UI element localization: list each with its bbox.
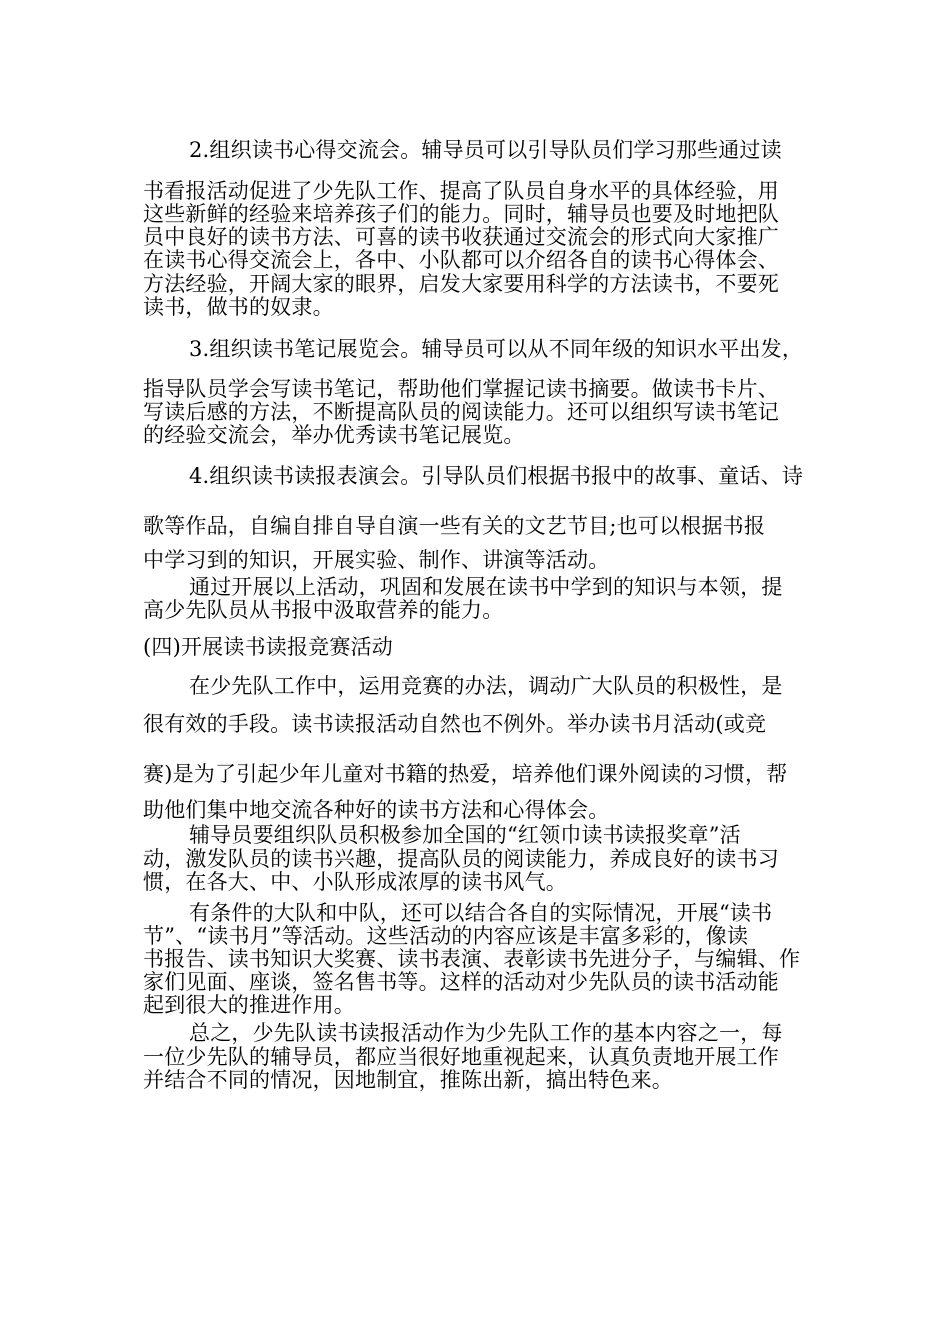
text-line: 歌等作品，自编自排自导自演一些有关的文艺节目;也可以根据书报 (143, 514, 766, 538)
text-line: 动，激发队员的读书兴趣，提高队员的阅读能力，养成良好的读书习 (143, 847, 779, 871)
text-line: 节”、“读书月”等活动。这些活动的内容应该是丰富多彩的，像读 (143, 924, 749, 948)
text-line: 赛)是为了引起少年儿童对书籍的热爱，培养他们课外阅读的习惯，帮 (143, 762, 788, 786)
text-line: 书看报活动促进了少先队工作、提高了队员自身水平的具体经验，用 (143, 179, 779, 203)
text-line: 写读后感的方法，不断提高队员的阅读能力。还可以组织写读书笔记 (143, 400, 779, 424)
text-line: 书报告、读书知识大奖赛、读书表演、表彰读书先进分子，与编辑、作 (143, 947, 801, 971)
text-line: 惯，在各大、中、小队形成浓厚的读书风气。 (143, 870, 567, 894)
text-line: 3.组织读书笔记展览会。辅导员可以从不同年级的知识水平出发， (189, 337, 804, 361)
text-line: 2.组织读书心得交流会。辅导员可以引导队员们学习那些通过读 (189, 138, 782, 162)
text-line: 有条件的大队和中队，还可以结合各自的实际情况，开展“读书 (189, 901, 773, 925)
text-line: 中学习到的知识，开展实验、制作、讲演等活动。 (143, 548, 610, 572)
text-line: 总之，少先队读书读报活动作为少先队工作的基本内容之一，每 (189, 1021, 783, 1045)
text-line: 在少先队工作中，运用竞赛的办法，调动广大队员的积极性，是 (189, 674, 783, 698)
text-line: 一位少先队的辅导员，都应当很好地重视起来，认真负责地开展工作 (143, 1045, 779, 1069)
text-line: 读书，做书的奴隶。 (143, 295, 334, 319)
text-line: 在读书心得交流会上，各中、小队都可以介绍各自的读书心得体会、 (143, 248, 779, 272)
text-line: 4.组织读书读报表演会。引导队员们根据书报中的故事、童话、诗 (189, 464, 804, 488)
text-line: 辅导员要组织队员积极参加全国的“红领巾读书读报奖章”活 (189, 823, 741, 847)
text-line: 家们见面、座谈，签名售书等。这样的活动对少先队员的读书活动能 (143, 970, 779, 994)
text-line: 并结合不同的情况，因地制宜，推陈出新，搞出特色来。 (143, 1068, 673, 1092)
text-line: 很有效的手段。读书读报活动自然也不例外。举办读书月活动(或竞 (143, 712, 767, 736)
text-line: 助他们集中地交流各种好的读书方法和心得体会。 (143, 798, 610, 822)
text-line: 的经验交流会，举办优秀读书笔记展览。 (143, 423, 525, 447)
text-line: 方法经验，开阔大家的眼界，启发大家要用科学的方法读书，不要死 (143, 272, 779, 296)
text-line: 通过开展以上活动，巩固和发展在读书中学到的知识与本领，提 (189, 575, 783, 599)
section-heading: (四)开展读书读报竞赛活动 (143, 635, 393, 659)
text-line: 指导队员学会写读书笔记，帮助他们掌握记读书摘要。做读书卡片、 (143, 377, 779, 401)
text-line: 这些新鲜的经验来培养孩子们的能力。同时，辅导员也要及时地把队 (143, 202, 779, 226)
text-line: 起到很大的推进作用。 (143, 993, 355, 1017)
text-line: 员中良好的读书方法、可喜的读书收获通过交流会的形式向大家推广 (143, 225, 779, 249)
text-line: 高少先队员从书报中汲取营养的能力。 (143, 598, 504, 622)
